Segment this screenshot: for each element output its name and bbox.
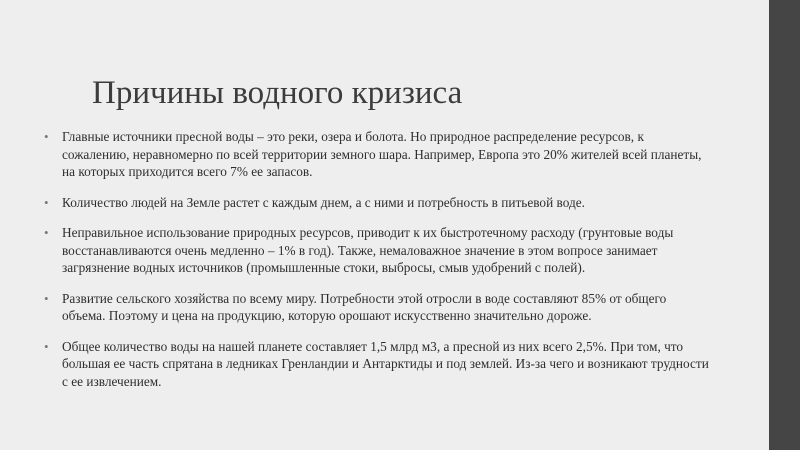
slide-title: Причины водного кризиса	[92, 75, 463, 111]
bullet-text: Главные источники пресной воды – это реки, озера и болота. Но природное распределение ресурсов, к сожалению, неравномерно по всей территории земного шара. Например, Европа это 20% жителей всей планеты, на которых приходится всего 7% ее запасов.	[62, 129, 702, 179]
bullet-text: Неправильное использование природных ресурсов, приводит к их быстротечному расходу (грунтовые воды восстанавливаются очень медленно – 1% в год). Также, немаловажное значение в этом вопросе занимает загрязнение водных источников (промышленные стоки, выбросы, смыв удобрений с полей).	[62, 225, 674, 275]
bullet-icon: •	[44, 225, 49, 240]
bullet-item	[44, 338, 712, 391]
bullet-item	[44, 224, 712, 277]
bullet-list	[44, 128, 712, 403]
side-bar	[769, 0, 800, 450]
bullet-item	[44, 194, 712, 212]
bullet-text: Развитие сельского хозяйства по всему миру. Потребности этой отросли в воде составляют 85% от общего объема. Поэтому и цена на продукцию, которую орошают искусственно значительно дороже.	[62, 290, 667, 323]
bullet-item	[44, 128, 712, 181]
bullet-icon: •	[44, 290, 49, 306]
bullet-icon: •	[44, 338, 49, 354]
bullet-text: Количество людей на Земле растет с каждым днем, а с ними и потребность в питьевой воде.	[62, 194, 585, 210]
bullet-text: Общее количество воды на нашей планете составляет 1,5 млрд м3, а пресной из них всего 2,5%. При том, что большая ее часть спрятана в ледниках Гренландии и Антарктиды и под землей. Из-за чего и возникают трудности с ее извлечением.	[62, 338, 709, 389]
bullet-icon: •	[44, 129, 49, 144]
bullet-icon: •	[44, 194, 49, 210]
bullet-item	[44, 290, 712, 325]
